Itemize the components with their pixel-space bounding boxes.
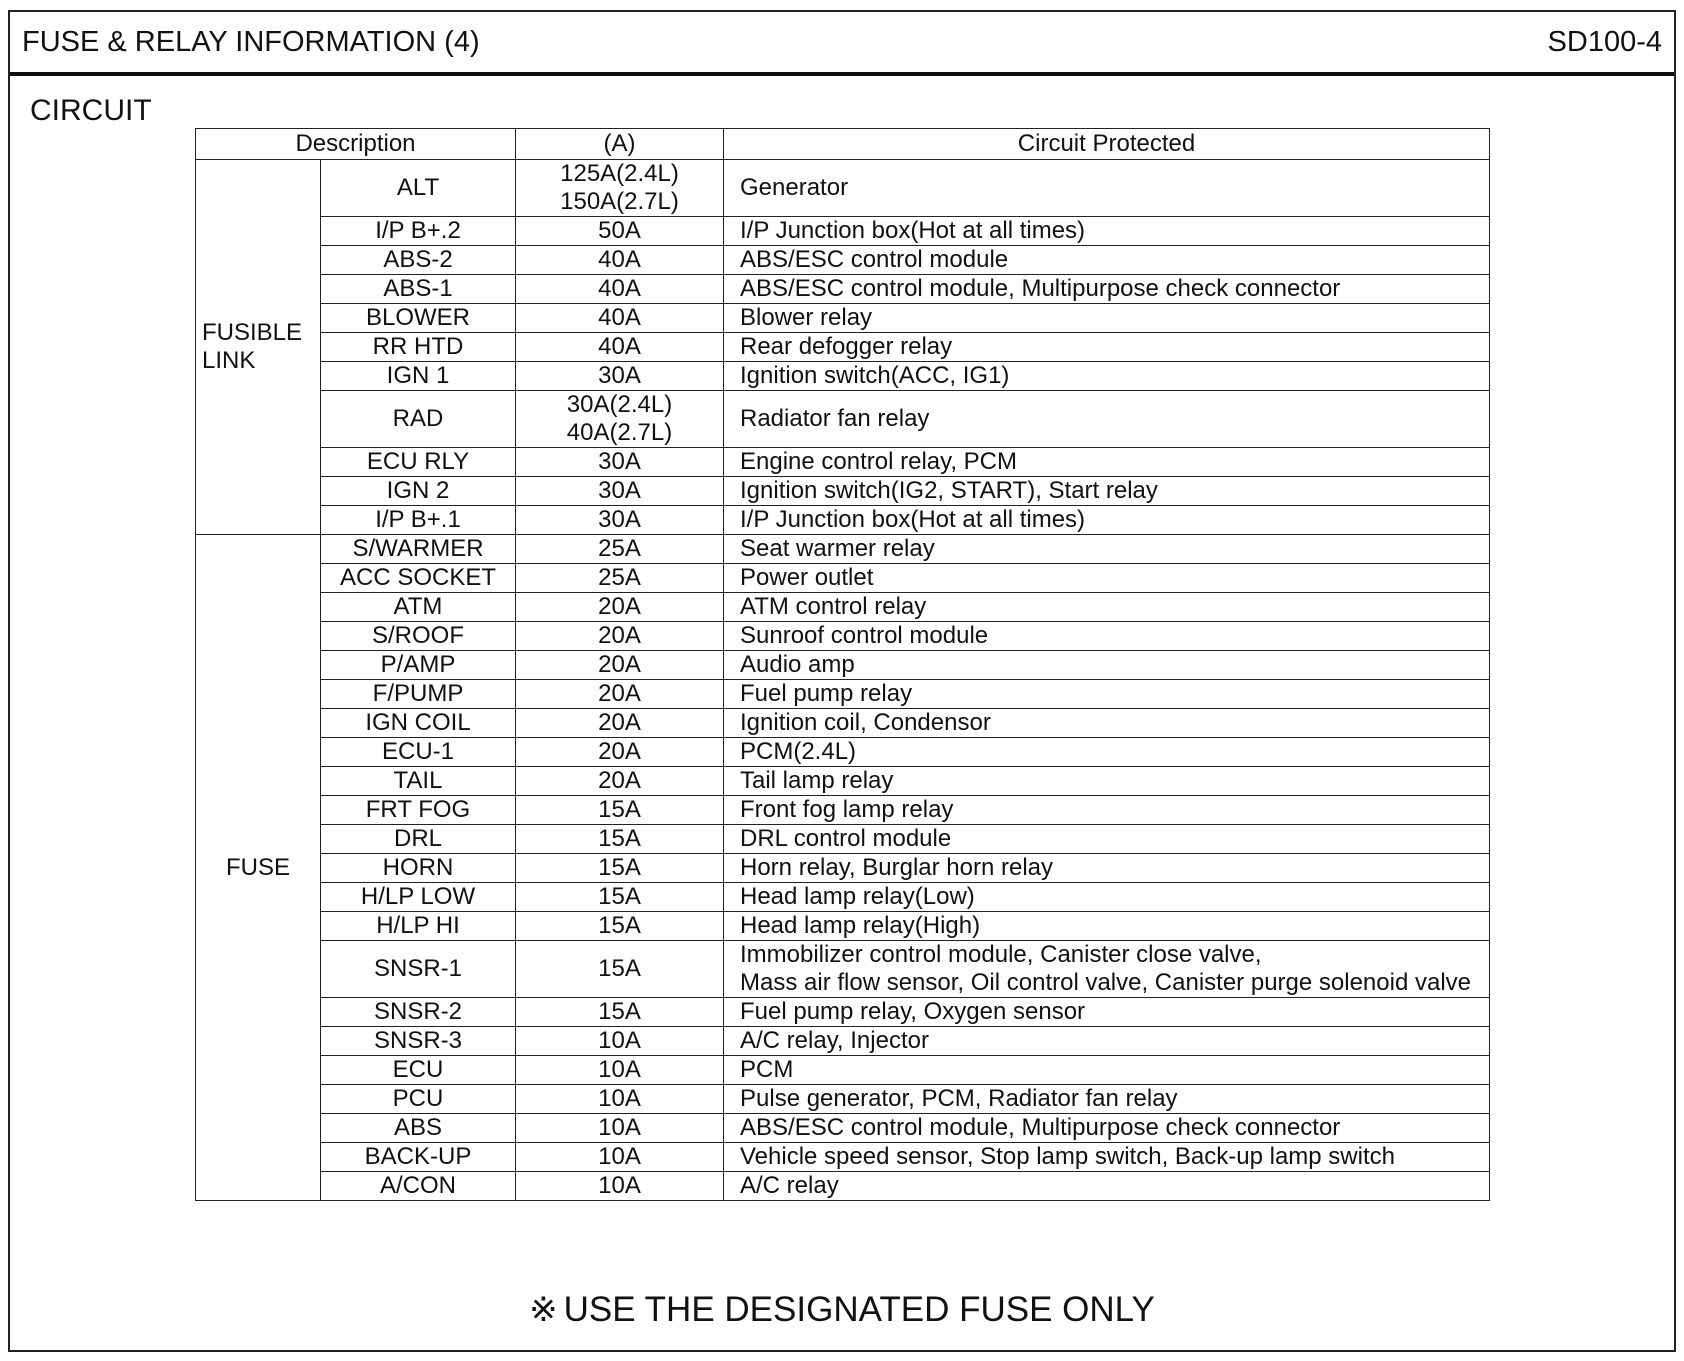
circuit-line: DRL control module <box>740 825 952 852</box>
fuse-name: S/WARMER <box>321 535 516 564</box>
amperage-line: 15A <box>598 883 641 910</box>
circuit-line: Engine control relay, PCM <box>740 448 1018 475</box>
circuit-protected <box>724 448 1490 477</box>
table-row <box>196 767 1490 796</box>
table-row <box>196 680 1490 709</box>
circuit-protected <box>724 362 1490 391</box>
amperage-line: 50A <box>598 217 641 244</box>
fuse-name: SNSR-1 <box>321 941 516 998</box>
reference-mark-icon: ※ <box>529 1291 558 1329</box>
table-row <box>196 912 1490 941</box>
amperage-line: 15A <box>598 825 641 852</box>
amperage-line: 20A <box>598 767 641 794</box>
amperage-line: 10A <box>598 1172 641 1199</box>
table-row <box>196 796 1490 825</box>
circuit-protected <box>724 825 1490 854</box>
fuse-name: ABS <box>321 1114 516 1143</box>
fuse-name: S/ROOF <box>321 622 516 651</box>
fuse-name: SNSR-2 <box>321 998 516 1027</box>
amperage-line: 15A <box>598 955 641 982</box>
circuit-line: Head lamp relay(High) <box>740 912 981 939</box>
circuit-protected <box>724 651 1490 680</box>
circuit-line: I/P Junction box(Hot at all times) <box>740 506 1086 533</box>
group-label: FUSIBLE LINK <box>196 160 321 535</box>
circuit-line: Head lamp relay(Low) <box>740 883 975 910</box>
fuse-amperage <box>516 535 724 564</box>
circuit-line: ABS/ESC control module <box>740 246 1009 273</box>
table-row <box>196 477 1490 506</box>
fuse-amperage <box>516 275 724 304</box>
fuse-amperage <box>516 1143 724 1172</box>
circuit-protected <box>724 941 1490 998</box>
circuit-protected <box>724 883 1490 912</box>
table-row <box>196 941 1490 998</box>
circuit-protected <box>724 622 1490 651</box>
table-row <box>196 564 1490 593</box>
circuit-line: Horn relay, Burglar horn relay <box>740 854 1054 881</box>
amperage-line: 30A <box>598 448 641 475</box>
amperage-line: 40A(2.7L) <box>566 419 673 446</box>
fuse-name: ECU-1 <box>321 738 516 767</box>
table-row <box>196 506 1490 535</box>
fuse-amperage <box>516 448 724 477</box>
table-row <box>196 998 1490 1027</box>
amperage-line: 20A <box>598 709 641 736</box>
table-row <box>196 217 1490 246</box>
amperage-line: 20A <box>598 651 641 678</box>
fuse-name: P/AMP <box>321 651 516 680</box>
circuit-line: Generator <box>740 174 849 201</box>
table-row <box>196 709 1490 738</box>
circuit-protected <box>724 275 1490 304</box>
circuit-protected <box>724 160 1490 217</box>
circuit-line: ABS/ESC control module, Multipurpose check connector <box>740 1114 1341 1141</box>
table-row <box>196 738 1490 767</box>
circuit-protected <box>724 535 1490 564</box>
table-row <box>196 825 1490 854</box>
circuit-protected <box>724 998 1490 1027</box>
fuse-name: F/PUMP <box>321 680 516 709</box>
amperage-line: 20A <box>598 738 641 765</box>
amperage-line: 15A <box>598 854 641 881</box>
circuit-line: Rear defogger relay <box>740 333 953 360</box>
fuse-amperage <box>516 362 724 391</box>
fuse-amperage <box>516 998 724 1027</box>
amperage-line: 30A(2.4L) <box>566 391 673 418</box>
circuit-protected <box>724 246 1490 275</box>
circuit-protected <box>724 1143 1490 1172</box>
header-circuit: Circuit Protected <box>724 129 1490 160</box>
table-row <box>196 333 1490 362</box>
circuit-protected <box>724 1172 1490 1201</box>
amperage-line: 10A <box>598 1056 641 1083</box>
table-row <box>196 1085 1490 1114</box>
circuit-protected <box>724 593 1490 622</box>
table-row <box>196 391 1490 448</box>
circuit-protected <box>724 767 1490 796</box>
footer-note <box>0 1290 1684 1330</box>
circuit-line: A/C relay, Injector <box>740 1027 929 1054</box>
amperage-line: 30A <box>598 362 641 389</box>
fuse-amperage <box>516 1114 724 1143</box>
amperage-line: 40A <box>598 246 641 273</box>
circuit-protected <box>724 217 1490 246</box>
amperage-line: 25A <box>598 564 641 591</box>
table-row <box>196 246 1490 275</box>
fuse-name: ABS-2 <box>321 246 516 275</box>
fuse-amperage <box>516 246 724 275</box>
table-row <box>196 854 1490 883</box>
circuit-protected <box>724 738 1490 767</box>
amperage-line: 30A <box>598 477 641 504</box>
fuse-amperage <box>516 680 724 709</box>
fuse-amperage <box>516 622 724 651</box>
circuit-protected <box>724 564 1490 593</box>
table-header-row <box>196 129 1490 160</box>
amperage-line: 10A <box>598 1114 641 1141</box>
page-header <box>10 12 1674 76</box>
circuit-protected <box>724 477 1490 506</box>
header-description: Description <box>196 129 516 160</box>
fuse-amperage <box>516 1056 724 1085</box>
fuse-amperage <box>516 304 724 333</box>
fuse-name: ABS-1 <box>321 275 516 304</box>
circuit-line: Ignition switch(ACC, IG1) <box>740 362 1010 389</box>
table-row <box>196 1143 1490 1172</box>
circuit-line: Power outlet <box>740 564 874 591</box>
circuit-line: Audio amp <box>740 651 855 678</box>
fuse-name: ECU RLY <box>321 448 516 477</box>
fuse-amperage <box>516 1085 724 1114</box>
circuit-line: Radiator fan relay <box>740 405 930 432</box>
fuse-amperage <box>516 333 724 362</box>
circuit-protected <box>724 1027 1490 1056</box>
amperage-line: 10A <box>598 1027 641 1054</box>
fuse-name: RAD <box>321 391 516 448</box>
fuse-name: ECU <box>321 1056 516 1085</box>
fuse-name: TAIL <box>321 767 516 796</box>
circuit-line: ABS/ESC control module, Multipurpose check connector <box>740 275 1341 302</box>
table-row <box>196 362 1490 391</box>
amperage-line: 15A <box>598 998 641 1025</box>
fuse-amperage <box>516 593 724 622</box>
circuit-protected <box>724 506 1490 535</box>
fuse-amperage <box>516 941 724 998</box>
fuse-amperage <box>516 477 724 506</box>
fuse-name: DRL <box>321 825 516 854</box>
amperage-line: 20A <box>598 680 641 707</box>
circuit-line: ATM control relay <box>740 593 927 620</box>
fuse-amperage <box>516 160 724 217</box>
amperage-line: 40A <box>598 333 641 360</box>
circuit-line: Ignition switch(IG2, START), Start relay <box>740 477 1158 504</box>
amperage-line: 40A <box>598 304 641 331</box>
circuit-protected <box>724 912 1490 941</box>
circuit-protected <box>724 854 1490 883</box>
fuse-name: IGN 2 <box>321 477 516 506</box>
circuit-protected <box>724 1114 1490 1143</box>
circuit-line: Blower relay <box>740 304 873 331</box>
table-row <box>196 593 1490 622</box>
circuit-protected <box>724 304 1490 333</box>
circuit-protected <box>724 709 1490 738</box>
fuse-name: BLOWER <box>321 304 516 333</box>
fuse-name: FRT FOG <box>321 796 516 825</box>
circuit-line: I/P Junction box(Hot at all times) <box>740 217 1086 244</box>
fuse-name: ATM <box>321 593 516 622</box>
fuse-amperage <box>516 709 724 738</box>
fuse-amperage <box>516 738 724 767</box>
circuit-line: Mass air flow sensor, Oil control valve, Canister purge solenoid valve <box>740 969 1471 996</box>
circuit-line: Pulse generator, PCM, Radiator fan relay <box>740 1085 1178 1112</box>
table-row <box>196 1172 1490 1201</box>
amperage-line: 125A(2.4L) <box>560 160 679 187</box>
page-title: FUSE & RELAY INFORMATION (4) <box>22 26 480 58</box>
table-row <box>196 883 1490 912</box>
fuse-name: I/P B+.1 <box>321 506 516 535</box>
table-row <box>196 275 1490 304</box>
table-row <box>196 1114 1490 1143</box>
fuse-amperage <box>516 825 724 854</box>
circuit-protected <box>724 1085 1490 1114</box>
fuse-amperage <box>516 391 724 448</box>
table-body <box>196 160 1490 1201</box>
footer-note-text: USE THE DESIGNATED FUSE ONLY <box>563 1290 1155 1329</box>
circuit-line: Ignition coil, Condensor <box>740 709 991 736</box>
circuit-line: A/C relay <box>740 1172 839 1199</box>
amperage-line: 15A <box>598 912 641 939</box>
table-row <box>196 448 1490 477</box>
fuse-amperage <box>516 1027 724 1056</box>
header-amperage: (A) <box>516 129 724 160</box>
fuse-name: PCU <box>321 1085 516 1114</box>
section-label: CIRCUIT <box>30 94 152 127</box>
amperage-line: 30A <box>598 506 641 533</box>
amperage-line: 15A <box>598 796 641 823</box>
circuit-line: Seat warmer relay <box>740 535 935 562</box>
fuse-name: ACC SOCKET <box>321 564 516 593</box>
fuse-name: I/P B+.2 <box>321 217 516 246</box>
fuse-amperage <box>516 564 724 593</box>
fuse-name: H/LP HI <box>321 912 516 941</box>
fuse-amperage <box>516 217 724 246</box>
group-label: FUSE <box>196 535 321 1201</box>
fuse-amperage <box>516 796 724 825</box>
circuit-line: PCM(2.4L) <box>740 738 857 765</box>
amperage-line: 10A <box>598 1085 641 1112</box>
circuit-line: Immobilizer control module, Canister close valve, <box>740 941 1262 968</box>
fuse-name: SNSR-3 <box>321 1027 516 1056</box>
table-row <box>196 1056 1490 1085</box>
fuse-name: A/CON <box>321 1172 516 1201</box>
table-row <box>196 160 1490 217</box>
fuse-name: IGN 1 <box>321 362 516 391</box>
table-row <box>196 535 1490 564</box>
circuit-line: Vehicle speed sensor, Stop lamp switch, Back-up lamp switch <box>740 1143 1395 1170</box>
fuse-amperage <box>516 651 724 680</box>
table-row <box>196 1027 1490 1056</box>
table-row <box>196 651 1490 680</box>
circuit-line: Fuel pump relay, Oxygen sensor <box>740 998 1086 1025</box>
table-row <box>196 622 1490 651</box>
fuse-amperage <box>516 912 724 941</box>
fuse-amperage <box>516 767 724 796</box>
amperage-line: 10A <box>598 1143 641 1170</box>
circuit-protected <box>724 796 1490 825</box>
amperage-line: 150A(2.7L) <box>560 188 679 215</box>
fuse-name: ALT <box>321 160 516 217</box>
circuit-line: Tail lamp relay <box>740 767 894 794</box>
fuse-relay-table <box>195 128 1490 1201</box>
page-code: SD100-4 <box>1547 26 1662 58</box>
circuit-line: Fuel pump relay <box>740 680 913 707</box>
fuse-amperage <box>516 854 724 883</box>
fuse-amperage <box>516 506 724 535</box>
fuse-name: BACK-UP <box>321 1143 516 1172</box>
amperage-line: 20A <box>598 593 641 620</box>
fuse-name: RR HTD <box>321 333 516 362</box>
table-row <box>196 304 1490 333</box>
fuse-amperage <box>516 883 724 912</box>
fuse-name: H/LP LOW <box>321 883 516 912</box>
amperage-line: 40A <box>598 275 641 302</box>
circuit-protected <box>724 1056 1490 1085</box>
circuit-line: Sunroof control module <box>740 622 989 649</box>
circuit-protected <box>724 333 1490 362</box>
circuit-line: Front fog lamp relay <box>740 796 954 823</box>
circuit-protected <box>724 391 1490 448</box>
fuse-name: IGN COIL <box>321 709 516 738</box>
fuse-amperage <box>516 1172 724 1201</box>
circuit-line: PCM <box>740 1056 794 1083</box>
circuit-protected <box>724 680 1490 709</box>
fuse-name: HORN <box>321 854 516 883</box>
amperage-line: 20A <box>598 622 641 649</box>
amperage-line: 25A <box>598 535 641 562</box>
